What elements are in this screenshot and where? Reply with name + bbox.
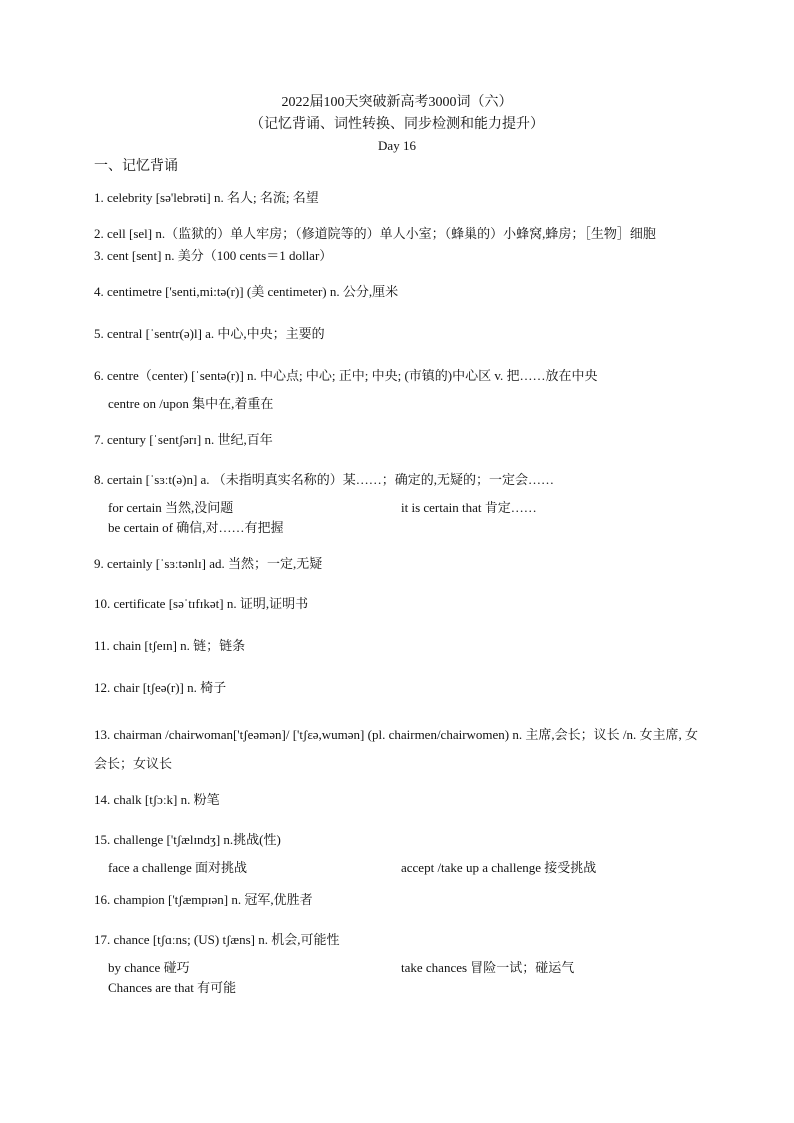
entry-text: 14. chalk [tʃɔːk] n. 粉笔 xyxy=(94,792,220,807)
vocab-entry-certificate xyxy=(94,594,706,614)
vocab-entry-challenge xyxy=(94,830,706,878)
vocab-entry-champion xyxy=(94,890,706,910)
vocab-entry-centre xyxy=(94,366,706,414)
vocab-entry-chair xyxy=(94,678,706,698)
section-title: 一、记忆背诵 xyxy=(94,159,178,174)
phrase-pair xyxy=(108,858,706,878)
document-title: 2022届100天突破新高考3000词（六） xyxy=(281,95,513,110)
vocab-entry-celebrity xyxy=(94,188,706,208)
vocab-entry-century xyxy=(94,430,706,450)
entry-text: 7. century [ˈsentʃərɪ] n. 世纪,百年 xyxy=(94,432,273,447)
entry-text: 6. centre（center) [ˈsentə(r)] n. 中心点; 中心; 正中; 中央; (市镇的)中心区 v. 把……放在中央 xyxy=(94,368,598,383)
vocab-entry-certainly xyxy=(94,554,706,574)
phrase-be-certain-of: be certain of 确信,对……有把握 xyxy=(108,520,284,535)
phrase-for-certain: for certain 当然,没问题 xyxy=(108,500,234,515)
phrase-it-is-certain: it is certain that 肯定…… xyxy=(401,500,537,515)
phrase-accept-challenge: accept /take up a challenge 接受挑战 xyxy=(401,860,597,875)
vocab-entry-certain xyxy=(94,470,706,538)
vocab-entry-central xyxy=(94,324,706,344)
entry-text: 12. chair [tʃeə(r)] n. 椅子 xyxy=(94,680,227,695)
vocab-entry-cent xyxy=(94,246,706,266)
entry-text: 2. cell [sel] n.（监狱的）单人牢房；（修道院等的）单人小室；（蜂巢的）小蜂窝,蜂房；［生物］细胞 xyxy=(94,226,656,241)
vocab-entry-cell xyxy=(94,224,706,244)
phrase-pair xyxy=(108,498,706,518)
vocab-entry-chance xyxy=(94,930,706,998)
entry-text: 17. chance [tʃɑːns; (US) tʃæns] n. 机会,可能性 xyxy=(94,932,340,947)
entry-text: 9. certainly [ˈsɜːtənlɪ] ad. 当然；一定,无疑 xyxy=(94,556,323,571)
entry-text: 5. central [ˈsentr(ə)l] a. 中心,中央；主要的 xyxy=(94,326,325,341)
phrase-centre-on: centre on /upon 集中在,着重在 xyxy=(108,396,274,411)
vocab-entry-chalk xyxy=(94,790,706,810)
phrase-chances-are: Chances are that 有可能 xyxy=(108,980,237,995)
document-subtitle: （记忆背诵、词性转换、同步检测和能力提升） xyxy=(250,117,544,132)
entry-text: 11. chain [tʃeɪn] n. 链；链条 xyxy=(94,638,246,653)
entry-text: 4. centimetre ['senti,mi:tə(r)] (美 centimeter) n. 公分,厘米 xyxy=(94,284,399,299)
vocabulary-list xyxy=(94,188,706,1014)
day-label: Day 16 xyxy=(378,138,416,153)
phrase-pair xyxy=(108,958,706,978)
entry-text: 8. certain [ˈsɜːt(ə)n] a. （未指明真实名称的）某……；确定的,无疑的；一定会…… xyxy=(94,472,555,487)
entry-text: 1. celebrity [sə'lebrəti] n. 名人; 名流; 名望 xyxy=(94,190,319,205)
vocab-entry-chain xyxy=(94,636,706,656)
phrase-take-chances: take chances 冒险一试；碰运气 xyxy=(401,960,575,975)
entry-text: 3. cent [sent] n. 美分（100 cents＝1 dollar） xyxy=(94,248,333,263)
entry-text: 10. certificate [səˈtɪfɪkət] n. 证明,证明书 xyxy=(94,596,309,611)
vocab-entry-chairman xyxy=(94,720,706,778)
vocab-entry-centimetre xyxy=(94,282,706,302)
entry-text: 15. challenge ['tʃælɪndʒ] n.挑战(性) xyxy=(94,832,281,847)
phrase-by-chance: by chance 碰巧 xyxy=(108,960,190,975)
entry-text: 13. chairman /chairwoman['tʃeəmən]/ ['tʃɛə,wumən] (pl. chairmen/chairwomen) n. 主席,会长；议长 /n. 女主席, 女会长；女议长 xyxy=(94,727,698,771)
entry-text: 16. champion ['tʃæmpɪən] n. 冠军,优胜者 xyxy=(94,892,313,907)
phrase-face-challenge: face a challenge 面对挑战 xyxy=(108,860,247,875)
